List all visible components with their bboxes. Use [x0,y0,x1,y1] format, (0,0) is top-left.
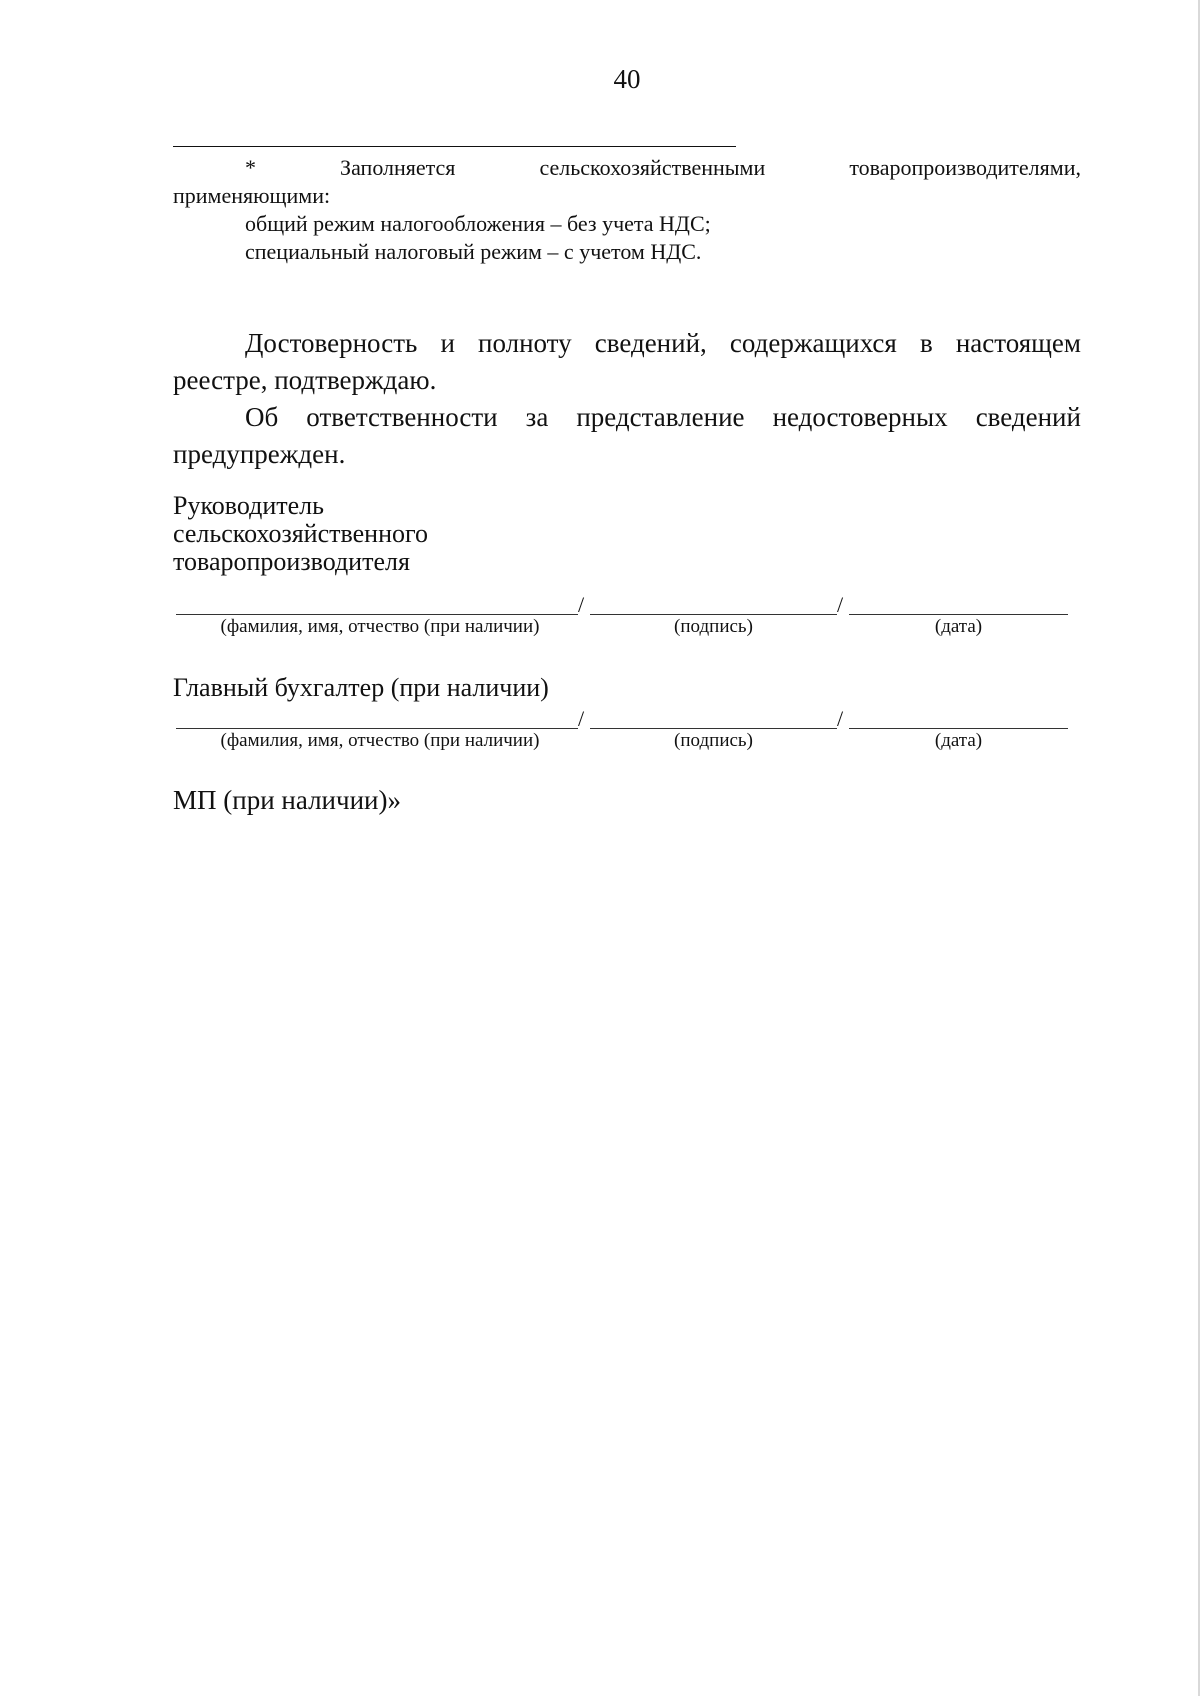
word: недостоверных [772,402,948,432]
footnote-line-3: специальный налоговый режим – с учетом НДС. [245,239,702,264]
confirmation-p2-line1 [173,399,1081,436]
date-caption: (дата) [934,730,983,751]
signature-caption: (подпись) [674,730,753,751]
footnote-line-1-continuation: применяющими: [173,183,331,208]
separator-slash: / [578,592,585,617]
separator-slash: / [837,706,844,731]
word: представление [576,402,745,432]
page-number: 40 [613,64,641,94]
word: содержащихся [729,328,897,358]
word: Об [245,402,279,432]
footnote-word: товаропроизводителями, [849,155,1081,180]
signature-line [590,728,837,729]
confirmation-p1-line2: реестре, подтверждаю. [173,365,437,395]
accountant-signature-row [176,706,1068,751]
separator-slash: / [837,592,844,617]
word: и [440,328,455,358]
footnote-marker: * [245,155,256,180]
word: ответственности [306,402,498,432]
head-title-line: Руководитель [173,491,324,520]
name-line [176,728,578,729]
signature-line [590,614,837,615]
footnote-line-1 [173,154,1081,182]
head-title [173,492,428,576]
word: Достоверность [245,328,418,358]
footnote-separator-line [173,146,736,147]
footnote-word: сельскохозяйственными [539,155,766,180]
confirmation-p1-line1 [173,325,1081,362]
head-title-line: сельскохозяйственного [173,519,428,548]
name-caption: (фамилия, имя, отчество (при наличии) [220,616,540,637]
seal-placeholder: МП (при наличии)» [173,785,401,815]
signature-caption: (подпись) [674,616,753,637]
date-line [849,614,1068,615]
word: полноту [478,328,572,358]
name-line [176,614,578,615]
confirmation-p2-line2: предупрежден. [173,439,346,469]
date-line [849,728,1068,729]
accountant-title: Главный бухгалтер (при наличии) [173,673,549,702]
footnote [173,154,1081,266]
word: сведений [975,402,1081,432]
word: настоящем [955,328,1081,358]
head-title-line: товаропроизводителя [173,547,410,576]
name-caption: (фамилия, имя, отчество (при наличии) [220,730,540,751]
date-caption: (дата) [934,616,983,637]
word: за [525,402,549,432]
footnote-line-2: общий режим налогообложения – без учета НДС; [245,211,711,236]
confirmation-text [173,325,1081,473]
word: сведений, [594,328,707,358]
word: в [919,328,933,358]
footnote-word: Заполняется [340,155,456,180]
head-signature-row [176,592,1068,637]
separator-slash: / [578,706,585,731]
